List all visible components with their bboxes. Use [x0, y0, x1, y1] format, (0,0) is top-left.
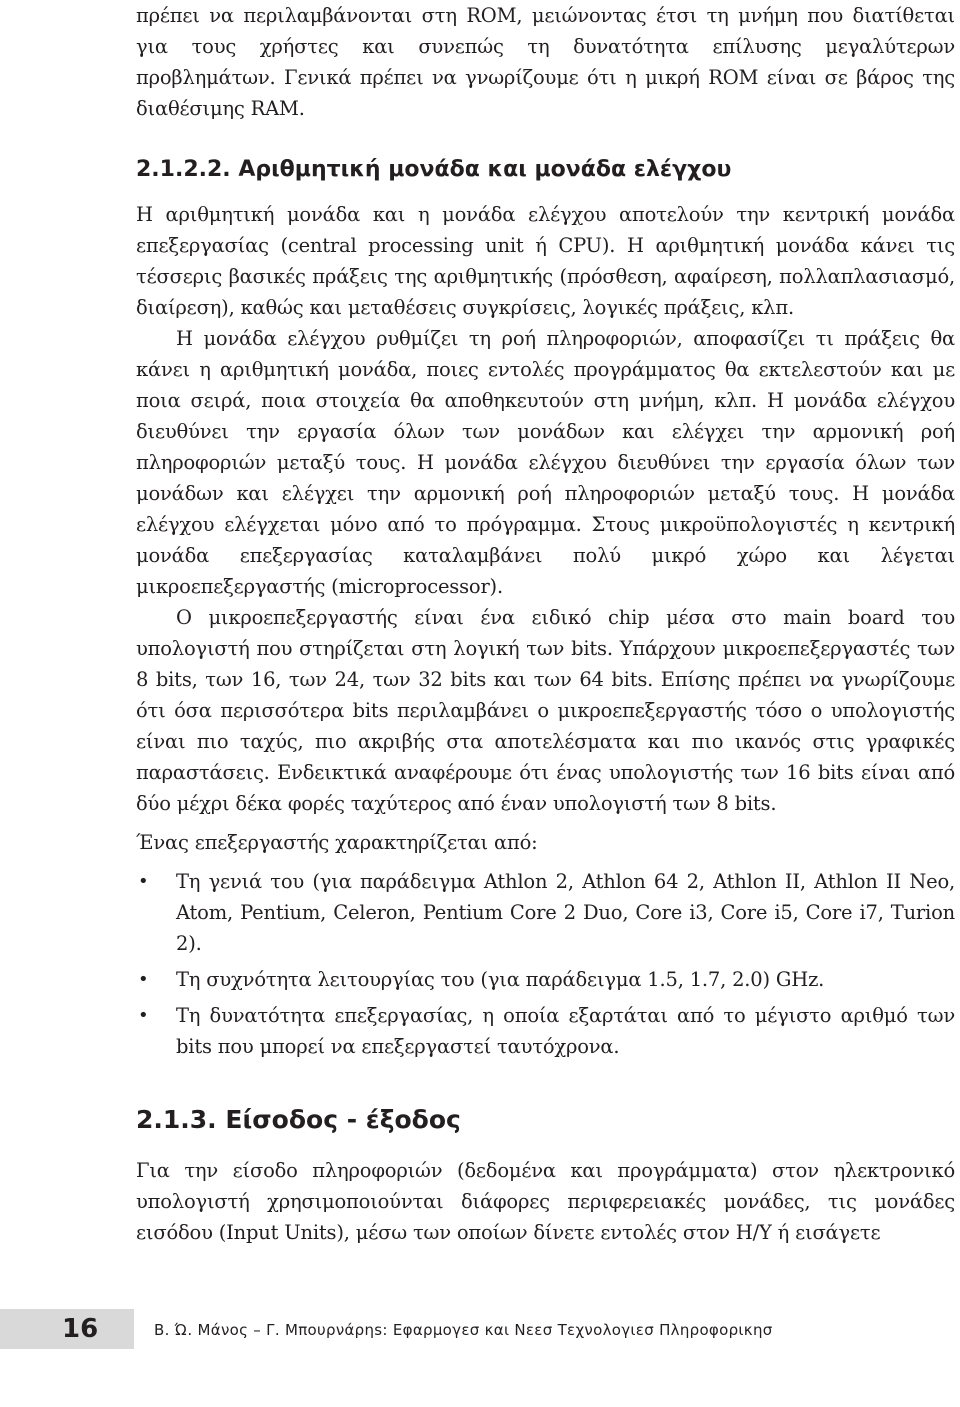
page-footer	[0, 1300, 960, 1360]
bullet-icon: •	[138, 871, 149, 892]
list-item	[136, 964, 955, 995]
processor-features-list	[136, 866, 955, 1067]
paragraph-microprocessor: Ο μικροεπεξεργαστής είναι ένα ειδικό chip μέσα στο main board του υπολογιστή που στηρίζεται στη λογική των bits. Υπάρχουν μικροεπεξεργαστές των 8 bits, των 16, των 24, των 32 bits και των 64 bits. Επίσης πρέπει να γνωρίζουμε ότι όσα περισσότερα bits περιλαμβάνει ο μικροεπεξεργαστής τόσο ο υπολογιστής είναι πιο ταχύς, πιο ακριβής στα αποτελέσματα και πιο ικανός στις γραφικές παραστάσεις. Ενδεικτικά αναφέρουμε ότι ένας υπολογιστής των 16 bits είναι από δύο μέχρι δέκα φορές ταχύτερος από έναν υπολογιστή των 8 bits.	[136, 606, 955, 815]
intro-paragraph: πρέπει να περιλαμβάνονται στη ROM, μειώνοντας έτσι τη μνήμη που διατίθεται για τους χρήστες και συνεπώς τη δυνατότητα επίλυσης μεγαλύτερων προβλημάτων. Γενικά πρέπει να γνωρίζουμε ότι η μικρή ROM είναι σε βάρος της διαθέσιμης RAM.	[136, 4, 955, 120]
intro-paragraph-block	[136, 0, 955, 124]
list-item-text: Τη συχνότητα λειτουργίας του (για παράδειγμα 1.5, 1.7, 2.0) GHz.	[176, 968, 825, 991]
footer-author-title: Β. Ώ. Μάνος – Γ. Μπουρνάρηs: Εφαρμογεσ και Νεεσ Τεχνολογιεσ Πληροφορικησ	[154, 1321, 773, 1339]
paragraph-control-unit: Η μονάδα ελέγχου ρυθμίζει τη ροή πληροφοριών, αποφασίζει τι πράξεις θα κάνει η αριθμητική μονάδα, ποιες εντολές προγράμματος θα εκτελεστούν και με ποια σειρά, ποια στοιχεία θα αποθηκευτούν στη μνήμη, κλπ. Η μονάδα ελέγχου διευθύνει την εργασία όλων των μονάδων και ελέγχει την αρμονική ροή πληροφοριών μεταξύ τους. Η μονάδα ελέγχου διευθύνει την εργασία όλων των μονάδων και ελέγχει την αρμονική ροή πληροφοριών μεταξύ τους. Η μονάδα ελέγχου ελέγχεται μόνο από το πρόγραμμα. Στους μικροϋπολογιστές η κεντρική μονάδα επεξεργασίας καταλαμβάνει πολύ μικρό χώρο και λέγεται μικροεπεξεργαστής (microprocessor).	[136, 327, 955, 598]
page-number: 16	[62, 1314, 99, 1344]
section-213-body	[136, 1155, 955, 1248]
list-item-text: Τη δυνατότητα επεξεργασίας, η οποία εξαρτάται από το μέγιστο αριθμό των bits που μπορεί να επεξεργαστεί ταυτόχρονα.	[176, 1004, 955, 1058]
list-item	[136, 1000, 955, 1062]
list-item-text: Τη γενιά του (για παράδειγμα Athlon 2, Athlon 64 2, Athlon II, Athlon II Neo, Atom, Pentium, Celeron, Pentium Core 2 Duo, Core i3, Core i5, Core i7, Turion 2).	[176, 870, 955, 955]
section-heading-2122: 2.1.2.2. Αριθμητική μονάδα και μονάδα ελέγχου	[136, 157, 732, 182]
bullet-icon: •	[138, 969, 149, 990]
bullet-icon: •	[138, 1005, 149, 1026]
paragraph-cpu: Η αριθμητική μονάδα και η μονάδα ελέγχου αποτελούν την κεντρική μονάδα επεξεργασίας (central processing unit ή CPU). Η αριθμητική μονάδα κάνει τις τέσσερις βασικές πράξεις της αριθμητικής (πρόσθεση, αφαίρεση, πολλαπλασιασμό, διαίρεση), καθώς και μεταθέσεις συγκρίσεις, λογικές πράξεις, κλπ.	[136, 203, 955, 319]
list-intro: Ένας επεξεργαστής χαρακτηρίζεται από:	[136, 831, 538, 854]
section-heading-213: 2.1.3. Είσοδος - έξοδος	[136, 1105, 461, 1134]
section-2122-body	[136, 199, 955, 819]
paragraph-input-output: Για την είσοδο πληροφοριών (δεδομένα και προγράμματα) στον ηλεκτρονικό υπολογιστή χρησιμοποιούνται διάφορες περιφερειακές μονάδες, τις μονάδες εισόδου (Input Units), μέσω των οποίων δίνετε εντολές στον Η/Υ ή εισάγετε	[136, 1159, 955, 1244]
list-item	[136, 866, 955, 959]
